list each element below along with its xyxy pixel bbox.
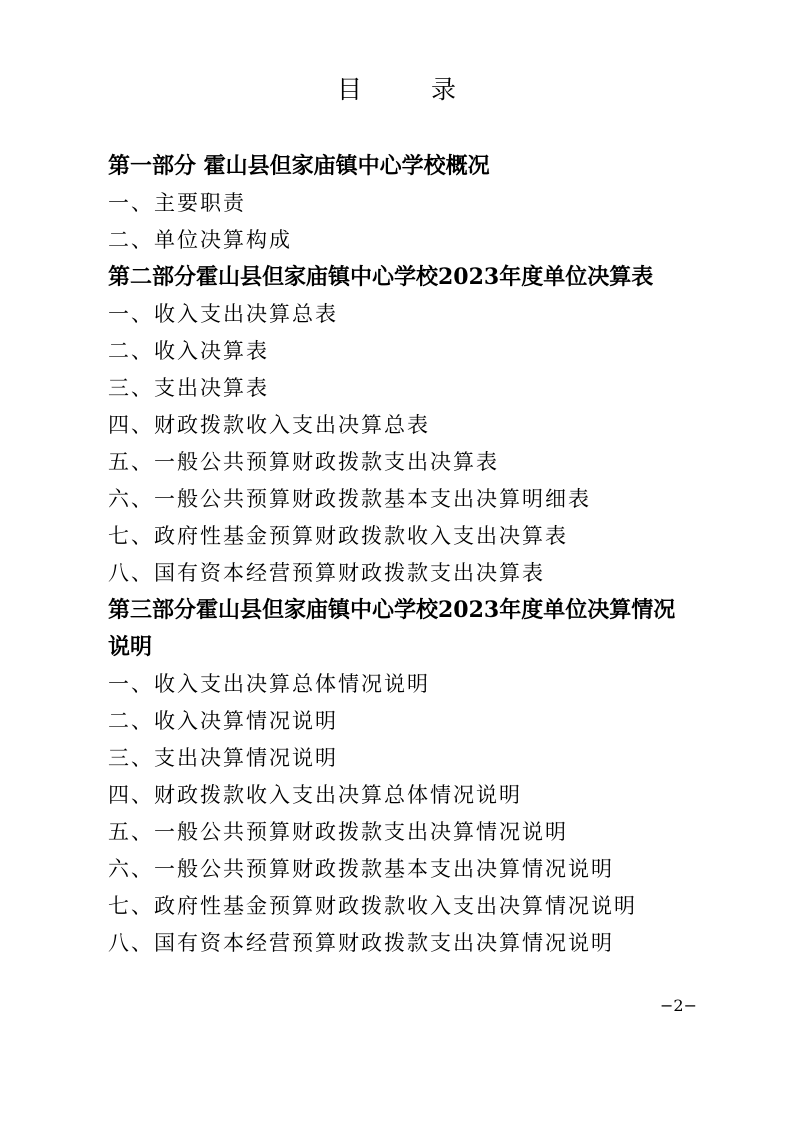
toc-item: 七、政府性基金预算财政拨款收入支出决算表 bbox=[108, 524, 568, 548]
toc-part-heading: 第二部分霍山县但家庙镇中心学校2023年度单位决算表 bbox=[108, 264, 654, 290]
toc-item: 七、政府性基金预算财政拨款收入支出决算情况说明 bbox=[108, 894, 637, 918]
toc-item: 二、收入决算情况说明 bbox=[108, 709, 338, 733]
toc-part-heading: 第三部分霍山县但家庙镇中心学校2023年度单位决算情况说明 bbox=[108, 597, 676, 660]
toc-item: 一、收入支出决算总表 bbox=[108, 302, 338, 326]
toc-item: 一、收入支出决算总体情况说明 bbox=[108, 672, 430, 696]
toc-item: 四、财政拨款收入支出决算总表 bbox=[108, 413, 430, 437]
toc-item: 三、支出决算情况说明 bbox=[108, 746, 338, 770]
table-of-contents bbox=[108, 148, 693, 962]
toc-item: 三、支出决算表 bbox=[108, 376, 269, 400]
page-number: −2− bbox=[660, 996, 697, 1015]
toc-item: 八、国有资本经营预算财政拨款支出决算表 bbox=[108, 561, 545, 585]
page-title: 目 录 bbox=[336, 75, 478, 104]
toc-item: 一、主要职责 bbox=[108, 191, 246, 215]
toc-item: 四、财政拨款收入支出决算总体情况说明 bbox=[108, 783, 522, 807]
toc-part-heading: 第一部分 霍山县但家庙镇中心学校概况 bbox=[108, 153, 490, 179]
toc-item: 五、一般公共预算财政拨款支出决算表 bbox=[108, 450, 499, 474]
toc-item: 二、收入决算表 bbox=[108, 339, 269, 363]
toc-item: 六、一般公共预算财政拨款基本支出决算明细表 bbox=[108, 487, 591, 511]
toc-item: 五、一般公共预算财政拨款支出决算情况说明 bbox=[108, 820, 568, 844]
toc-item: 八、国有资本经营预算财政拨款支出决算情况说明 bbox=[108, 931, 614, 955]
toc-item: 二、单位决算构成 bbox=[108, 228, 292, 252]
toc-item: 六、一般公共预算财政拨款基本支出决算情况说明 bbox=[108, 857, 614, 881]
